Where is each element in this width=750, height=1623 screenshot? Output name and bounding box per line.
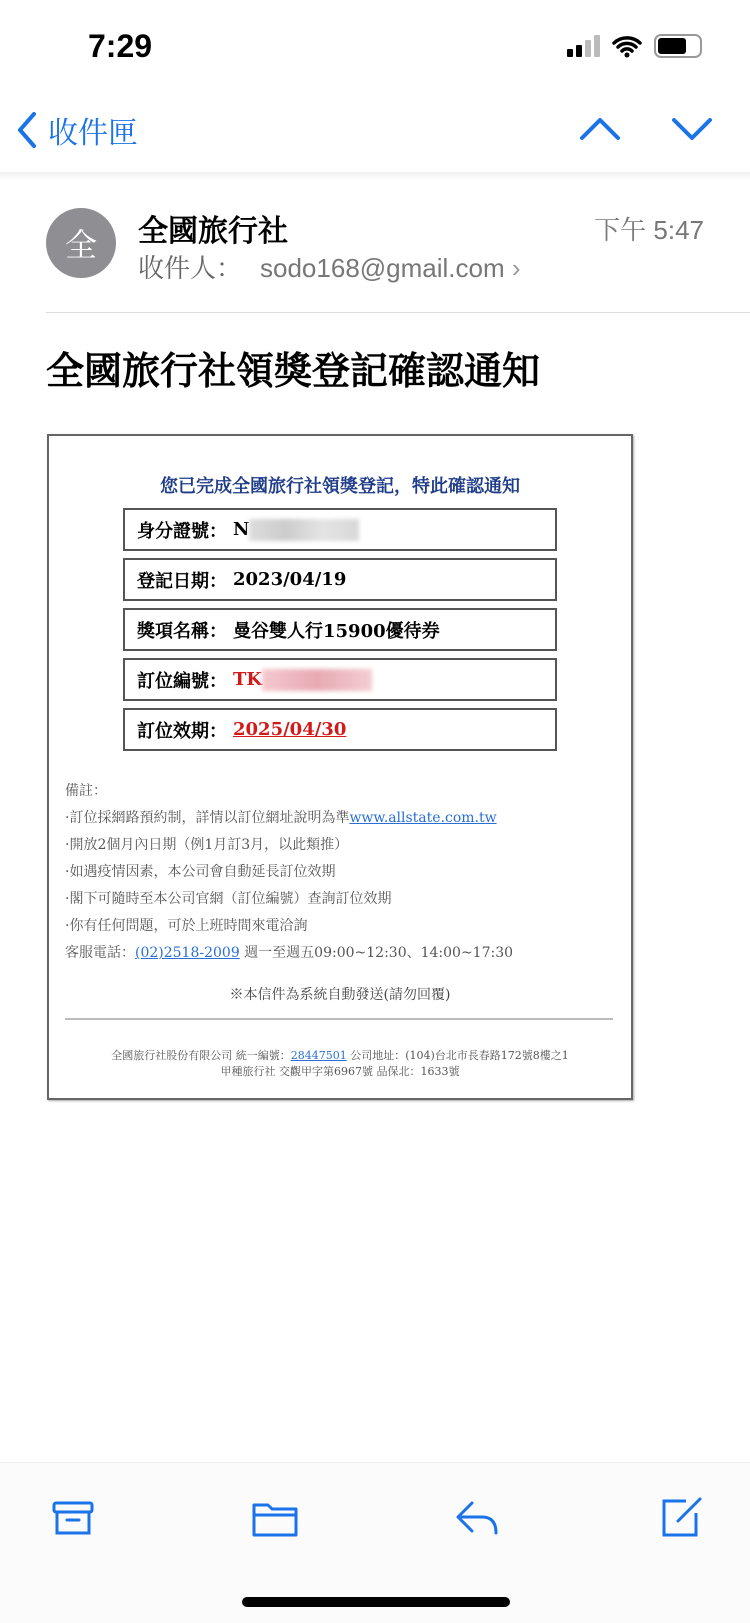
signal-icon <box>567 35 600 57</box>
note-item: ·你有任何問題，可於上班時間來電洽詢 <box>65 918 308 934</box>
field-value: TK <box>233 669 263 690</box>
avatar: 全 <box>46 208 116 278</box>
email-body-card <box>47 434 633 1100</box>
note-item: ·閣下可隨時至本公司官網（訂位編號）查詢訂位效期 <box>65 891 392 907</box>
note-text: ·訂位採網路預約制，詳情以訂位網址說明為準 <box>65 810 350 826</box>
previous-email-button[interactable] <box>578 114 622 142</box>
office-hours: 週一至週五09:00~12:30、14:00~17:30 <box>239 945 514 961</box>
reply-icon[interactable] <box>452 1493 502 1543</box>
tax-id-link[interactable]: 28447501 <box>290 1049 347 1062</box>
next-email-button[interactable] <box>670 116 714 144</box>
field-label: 身分證號： <box>137 520 227 542</box>
field-value: 曼谷雙人行15900優待券 <box>233 620 440 642</box>
field-value: 2023/04/19 <box>233 569 347 590</box>
footer-license: 甲種旅行社 交觀甲字第6967號 品保北：1633號 <box>220 1065 460 1078</box>
notes <box>65 778 513 967</box>
field-label: 獎項名稱： <box>137 620 227 642</box>
archive-icon[interactable] <box>48 1493 98 1543</box>
note-item: ·開放2個月內日期（例1月訂3月，以此類推） <box>65 837 349 853</box>
field-booking-validity <box>123 708 557 751</box>
phone-label: 客服電話： <box>65 945 135 961</box>
field-registration-date <box>123 558 557 601</box>
field-label: 訂位效期： <box>137 720 227 742</box>
card-footer <box>49 1048 631 1080</box>
note-item: ·如遇疫情因素，本公司會自動延長訂位效期 <box>65 864 336 880</box>
recipient-label: 收件人： <box>138 253 243 283</box>
phone-row <box>65 940 513 967</box>
back-button[interactable] <box>16 108 138 152</box>
field-prize-name <box>123 608 557 651</box>
recipient-row[interactable] <box>138 248 521 285</box>
note-item <box>65 805 513 832</box>
field-label: 登記日期： <box>137 570 227 592</box>
field-booking-number <box>123 658 557 701</box>
footer-address: 公司地址：(104)台北市長春路172號8樓之1 <box>346 1049 569 1062</box>
auto-notice: ※本信件為系統自動發送(請勿回覆) <box>229 987 451 1003</box>
redacted-blur <box>249 519 359 541</box>
field-value: N <box>233 519 250 540</box>
status-time: 7:29 <box>88 28 153 64</box>
field-id-number <box>123 508 557 551</box>
folder-icon[interactable] <box>250 1493 300 1543</box>
sender-name[interactable]: 全國旅行社 <box>138 215 288 248</box>
status-icons <box>567 34 702 58</box>
phone-link[interactable]: (02)2518-2009 <box>135 945 240 961</box>
redacted-blur <box>262 669 372 691</box>
email-time: 下午 5:47 <box>594 215 704 245</box>
wifi-icon <box>612 34 642 58</box>
footer-company: 全國旅行社股份有限公司 統一編號： <box>111 1049 291 1062</box>
field-label: 訂位編號： <box>137 670 227 692</box>
nav-divider <box>0 172 750 180</box>
recipient-address: sodo168@gmail.com <box>260 253 505 283</box>
card-title: 您已完成全國旅行社領獎登記，特此確認通知 <box>160 476 520 497</box>
notes-title: 備註： <box>65 783 107 799</box>
home-indicator[interactable] <box>242 1597 510 1607</box>
website-link[interactable]: www.allstate.com.tw <box>349 810 497 826</box>
field-value: 2025/04/30 <box>233 719 347 740</box>
header-divider <box>46 312 750 313</box>
back-label: 收件匣 <box>48 117 138 150</box>
battery-icon <box>654 34 702 58</box>
email-subject: 全國旅行社領獎登記確認通知 <box>46 351 541 393</box>
chevron-left-icon <box>16 111 38 149</box>
nav-bar <box>0 108 750 168</box>
compose-icon[interactable] <box>656 1493 706 1543</box>
card-divider <box>65 1018 613 1020</box>
chevron-right-icon: › <box>511 253 521 283</box>
